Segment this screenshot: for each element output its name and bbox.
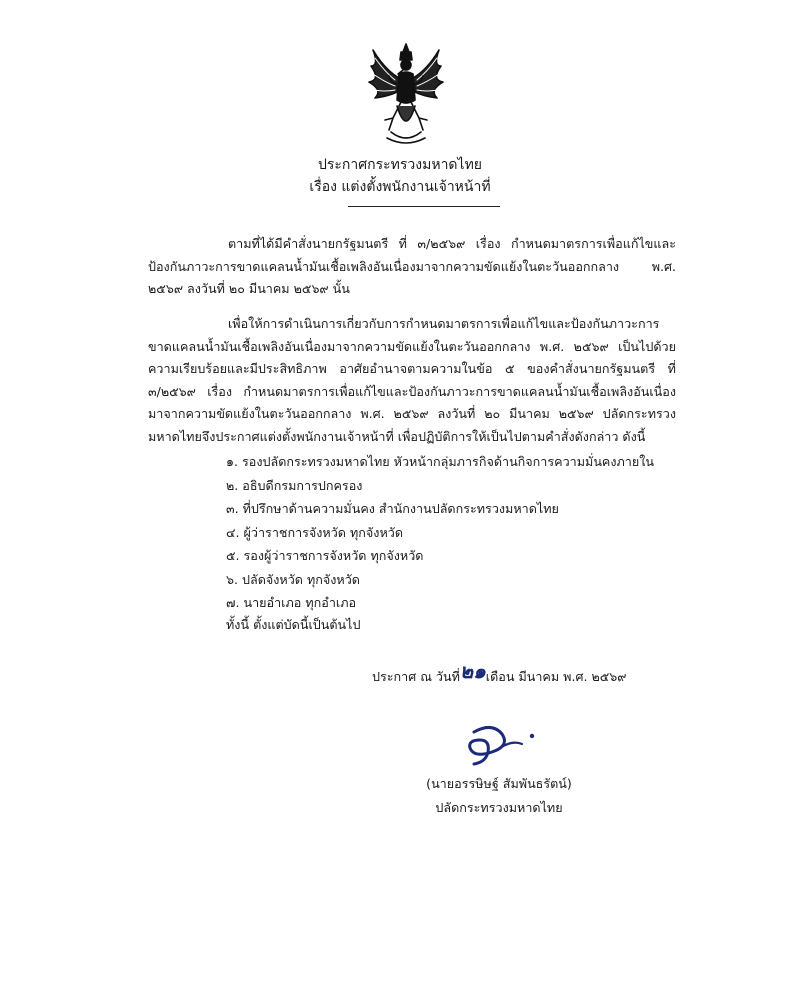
closing-statement: ทั้งนี้ ตั้งแต่บัดนี้เป็นต้นไป <box>226 617 361 632</box>
paragraph-2: เพื่อให้การดำเนินการเกี่ยวกับการกำหนดมาตรการเพื่อแก้ไขและป้องกันภาวะการขาดแคลนน้ำมันเชื้อเพลิงอันเนื่องมาจากความขัดแย้งในตะวันออกกลาง พ.ศ. ๒๕๖๙ เป็นไปด้วยความเรียบร้อยและมีประสิทธิภาพ อาศัยอำนาจตามความในข้อ ๕ ของคำสั่งนายกรัฐมนตรี ที่ ๓/๒๕๖๙ เรื่อง กำหนดมาตรการเพื่อแก้ไขและป้องกันภาวะการขาดแคลนน้ำมันเชื้อเพลิงอันเนื่องมาจากความขัดแย้งในตะวันออกกลาง พ.ศ. ๒๕๖๙ ลงวันที่ ๒๐ มีนาคม ๒๕๖๙ ปลัดกระทรวงมหาดไทยจึงประกาศแต่งตั้งพนักงานเจ้าหน้าที่ เพื่อปฏิบัติการให้เป็นไปตามคำสั่งดังกล่าว ดังนี้ <box>148 316 676 444</box>
announcement-suffix: เดือน มีนาคม พ.ศ. ๒๕๖๙ <box>485 669 627 684</box>
announcement-day: ๒๑ <box>459 659 486 683</box>
title-divider <box>348 206 500 207</box>
garuda-emblem-icon <box>365 40 447 148</box>
signer-name: (นายอรรษิษฐ์ สัมพันธรัตน์) <box>426 776 572 791</box>
announcement-date <box>372 658 627 690</box>
list-item: ๗. นายอำเภอ ทุกอำเภอ <box>226 595 357 610</box>
list-item: ๒. อธิบดีกรมการปกครอง <box>226 477 363 493</box>
signer-position: ปลัดกระทรวงมหาดไทย <box>435 800 563 815</box>
appointee-list <box>226 450 654 615</box>
list-item: ๑. รองปลัดกระทรวงมหาดไทย หัวหน้ากลุ่มภารกิจด้านกิจการความมั่นคงภายใน <box>226 454 655 469</box>
list-item: ๖. ปลัดจังหวัด ทุกจังหวัด <box>226 571 360 587</box>
list-item: ๓. ที่ปรึกษาด้านความมั่นคง สำนักงานปลัดกระทรวงมหาดไทย <box>226 501 559 516</box>
document-title: ประกาศกระทรวงมหาดไทย <box>318 157 482 173</box>
list-item: ๔. ผู้ว่าราชการจังหวัด ทุกจังหวัด <box>226 524 403 540</box>
handwritten-signature <box>452 718 542 773</box>
paragraph-1: ตามที่ได้มีคำสั่งนายกรัฐมนตรี ที่ ๓/๒๕๖๙ เรื่อง กำหนดมาตรการเพื่อแก้ไขและป้องกันภาวะการขาดแคลนน้ำมันเชื้อเพลิงอันเนื่องมาจากความขัดแย้งในตะวันออกกลาง พ.ศ. ๒๕๖๙ ลงวันที่ ๒๐ มีนาคม ๒๕๖๙ นั้น <box>148 236 676 297</box>
document-subject: เรื่อง แต่งตั้งพนักงานเจ้าหน้าที่ <box>309 179 491 195</box>
list-item: ๕. รองผู้ว่าราชการจังหวัด ทุกจังหวัด <box>226 548 424 563</box>
announcement-prefix: ประกาศ ณ วันที่ <box>372 669 460 684</box>
